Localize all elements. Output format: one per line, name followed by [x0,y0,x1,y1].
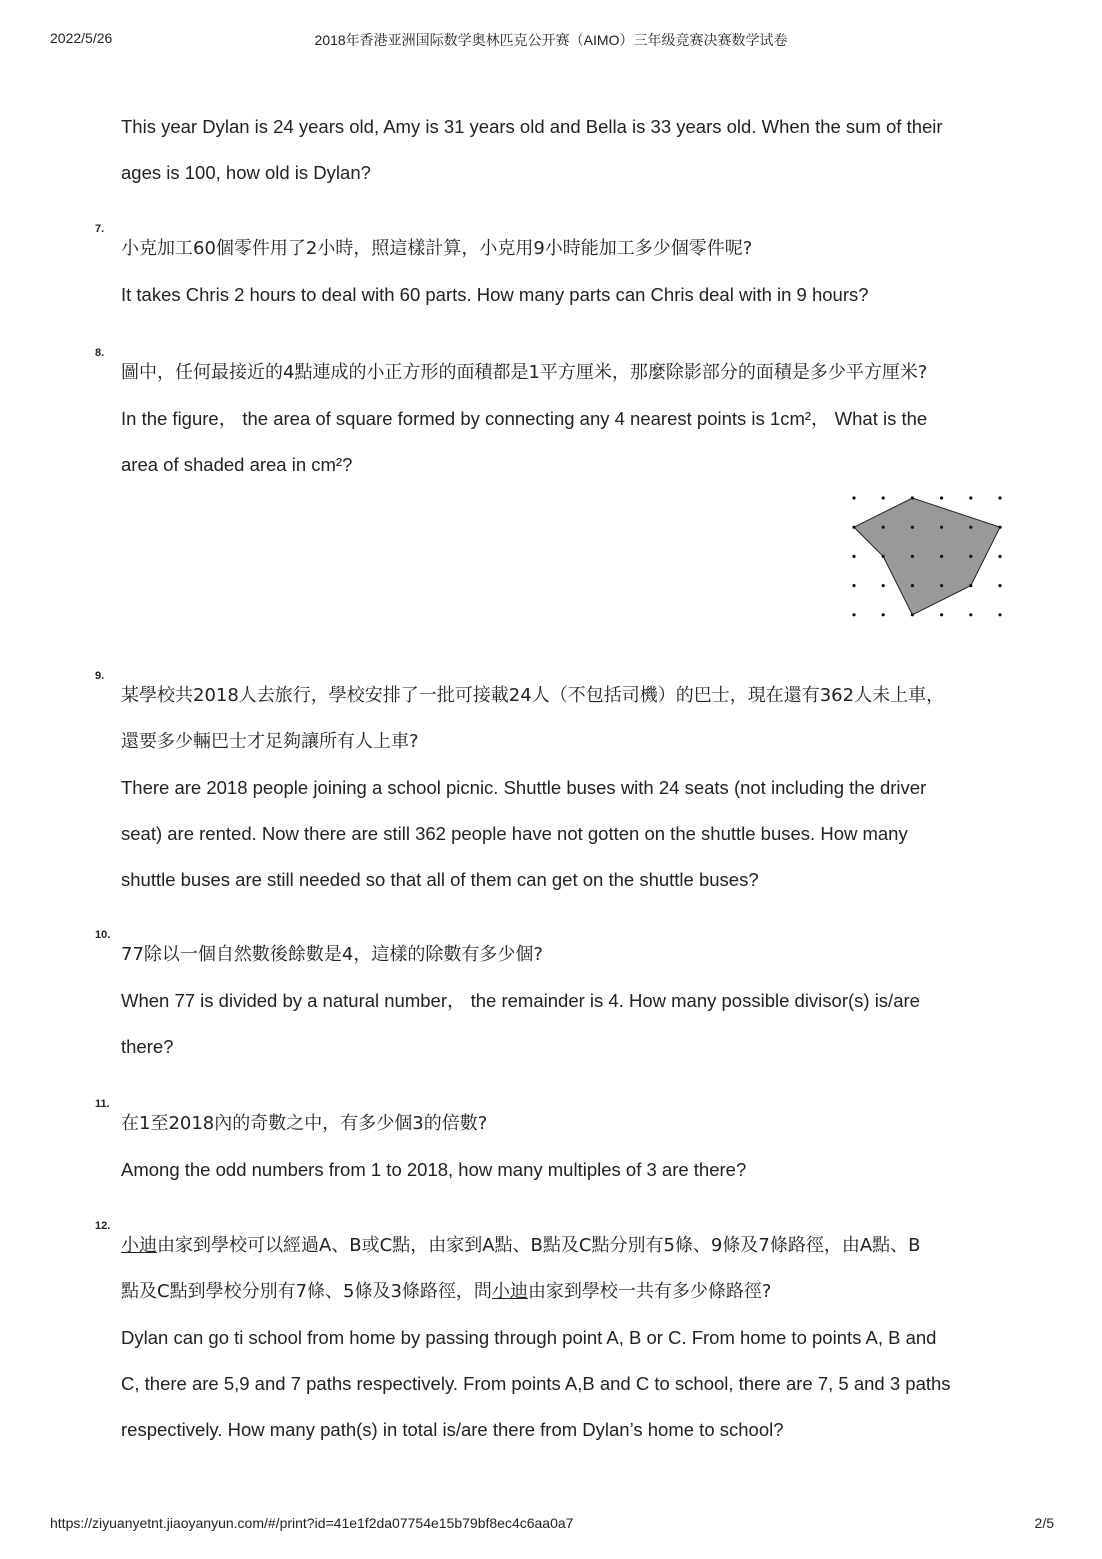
q10-en-line-2: there? [121,1036,174,1057]
question-11 [95,1098,1021,1193]
q12-zh-line-1-text: 由家到學校可以經過A、B或C點，由家到A點、B點及C點分別有5條、9條及7條路徑，由A點、B [157,1235,921,1256]
grid-dot [998,526,1001,529]
q9-zh-line-2: 還要多少輛巴士才足夠讓所有人上車? [121,731,419,752]
question-number: 9. [95,670,105,682]
grid-dot [998,555,1001,558]
question-number: 12. [95,1220,111,1232]
question-6-continued [121,104,1021,196]
grid-dot [998,584,1001,587]
q11-en: Among the odd numbers from 1 to 2018, how many multiples of 3 are there? [121,1159,747,1180]
q6-en-line-2: ages is 100, how old is Dylan? [121,162,371,183]
question-number: 8. [95,347,105,359]
q12-zh-line-2-text-b: 由家到學校一共有多少條路徑? [527,1281,772,1302]
grid-dot [969,555,972,558]
q9-en-line-3: shuttle buses are still needed so that all of them can get on the shuttle buses? [121,869,759,890]
q12-name-underlined: 小迪 [121,1235,157,1256]
q9-zh-line-1: 某學校共2018人去旅行，學校安排了一批可接載24人（不包括司機）的巴士，現在還有362人未上車， [121,685,945,706]
q7-zh: 小克加工60個零件用了2小時，照這樣計算，小克用9小時能加工多少個零件呢? [121,238,753,259]
q9-en-line-1: There are 2018 people joining a school picnic. Shuttle buses with 24 seats (not including the driver [121,777,927,798]
grid-dot [882,555,885,558]
q12-zh-line-2 [121,1269,1021,1315]
grid-dot [911,555,914,558]
q12-en-line-2: C, there are 5,9 and 7 paths respectively. From points A,B and C to school, there are 7, 5 and 3 paths [121,1373,951,1394]
header-title: 2018年香港亚洲国际数学奥林匹克公开赛（AIMO）三年级竞赛决赛数学试卷 [314,32,788,48]
grid-dot [852,496,855,499]
q12-zh-line-1 [121,1223,1021,1269]
grid-dot [998,613,1001,616]
q7-en: It takes Chris 2 hours to deal with 60 parts. How many parts can Chris deal with in 9 hours? [121,284,869,305]
question-12 [95,1220,1021,1453]
q10-en-line-1: When 77 is divided by a natural number， the remainder is 4. How many possible divisor(s) is/are [121,990,920,1011]
q8-en-line-2: area of shaded area in cm²? [121,454,353,475]
grid-dot [882,613,885,616]
header-date: 2022/5/26 [50,30,113,46]
grid-dot [940,496,943,499]
grid-dot [940,613,943,616]
footer-page-number: 2/5 [1034,1515,1054,1531]
grid-dot [852,526,855,529]
grid-dot [852,613,855,616]
grid-dot [969,584,972,587]
grid-dot [940,555,943,558]
question-9 [95,670,1021,903]
grid-dot [940,584,943,587]
q11-zh: 在1至2018內的奇數之中，有多少個3的倍數? [121,1113,488,1134]
q12-en-line-1: Dylan can go ti school from home by passing through point A, B or C. From home to points A, B and [121,1327,937,1348]
question-number: 7. [95,223,105,235]
grid-dot [969,613,972,616]
grid-dot [852,584,855,587]
q9-en-line-2: seat) are rented. Now there are still 362 people have not gotten on the shuttle buses. How many [121,823,908,844]
grid-dot [882,526,885,529]
q12-en-line-3: respectively. How many path(s) in total is/are there from Dylan’s home to school? [121,1419,784,1440]
grid-dot [969,526,972,529]
q12-name-underlined: 小迪 [491,1281,528,1302]
grid-dot [911,584,914,587]
q8-zh: 圖中，任何最接近的4點連成的小正方形的面積都是1平方厘米，那麼除影部分的面積是多少平方厘米? [121,362,928,383]
question-10 [95,929,1021,1070]
q6-en-line-1: This year Dylan is 24 years old, Amy is 31 years old and Bella is 33 years old. When the sum of their [121,116,943,137]
grid-dot [852,555,855,558]
grid-dot [998,496,1001,499]
dot-grid-figure [848,492,1006,620]
grid-dot [911,496,914,499]
grid-dot [882,584,885,587]
shaded-polygon [854,498,1000,615]
grid-dot [911,526,914,529]
question-number: 10. [95,929,111,941]
grid-dot [882,496,885,499]
q8-en-line-1: In the figure， the area of square formed by connecting any 4 nearest points is 1cm²， What is the [121,408,928,429]
question-8 [95,347,1021,488]
question-number: 11. [95,1098,110,1110]
grid-dot [911,613,914,616]
q10-zh: 77除以一個自然數後餘數是4，這樣的除數有多少個? [121,944,543,965]
grid-dot [969,496,972,499]
q12-zh-line-2-text-a: 點及C點到學校分別有7條、5條及3條路徑，問 [121,1281,492,1302]
footer-url: https://ziyuanyetnt.jiaoyanyun.com/#/print?id=41e1f2da07754e15b79bf8ec4c6aa0a7 [50,1515,574,1531]
question-7 [95,223,1021,318]
grid-dot [940,526,943,529]
